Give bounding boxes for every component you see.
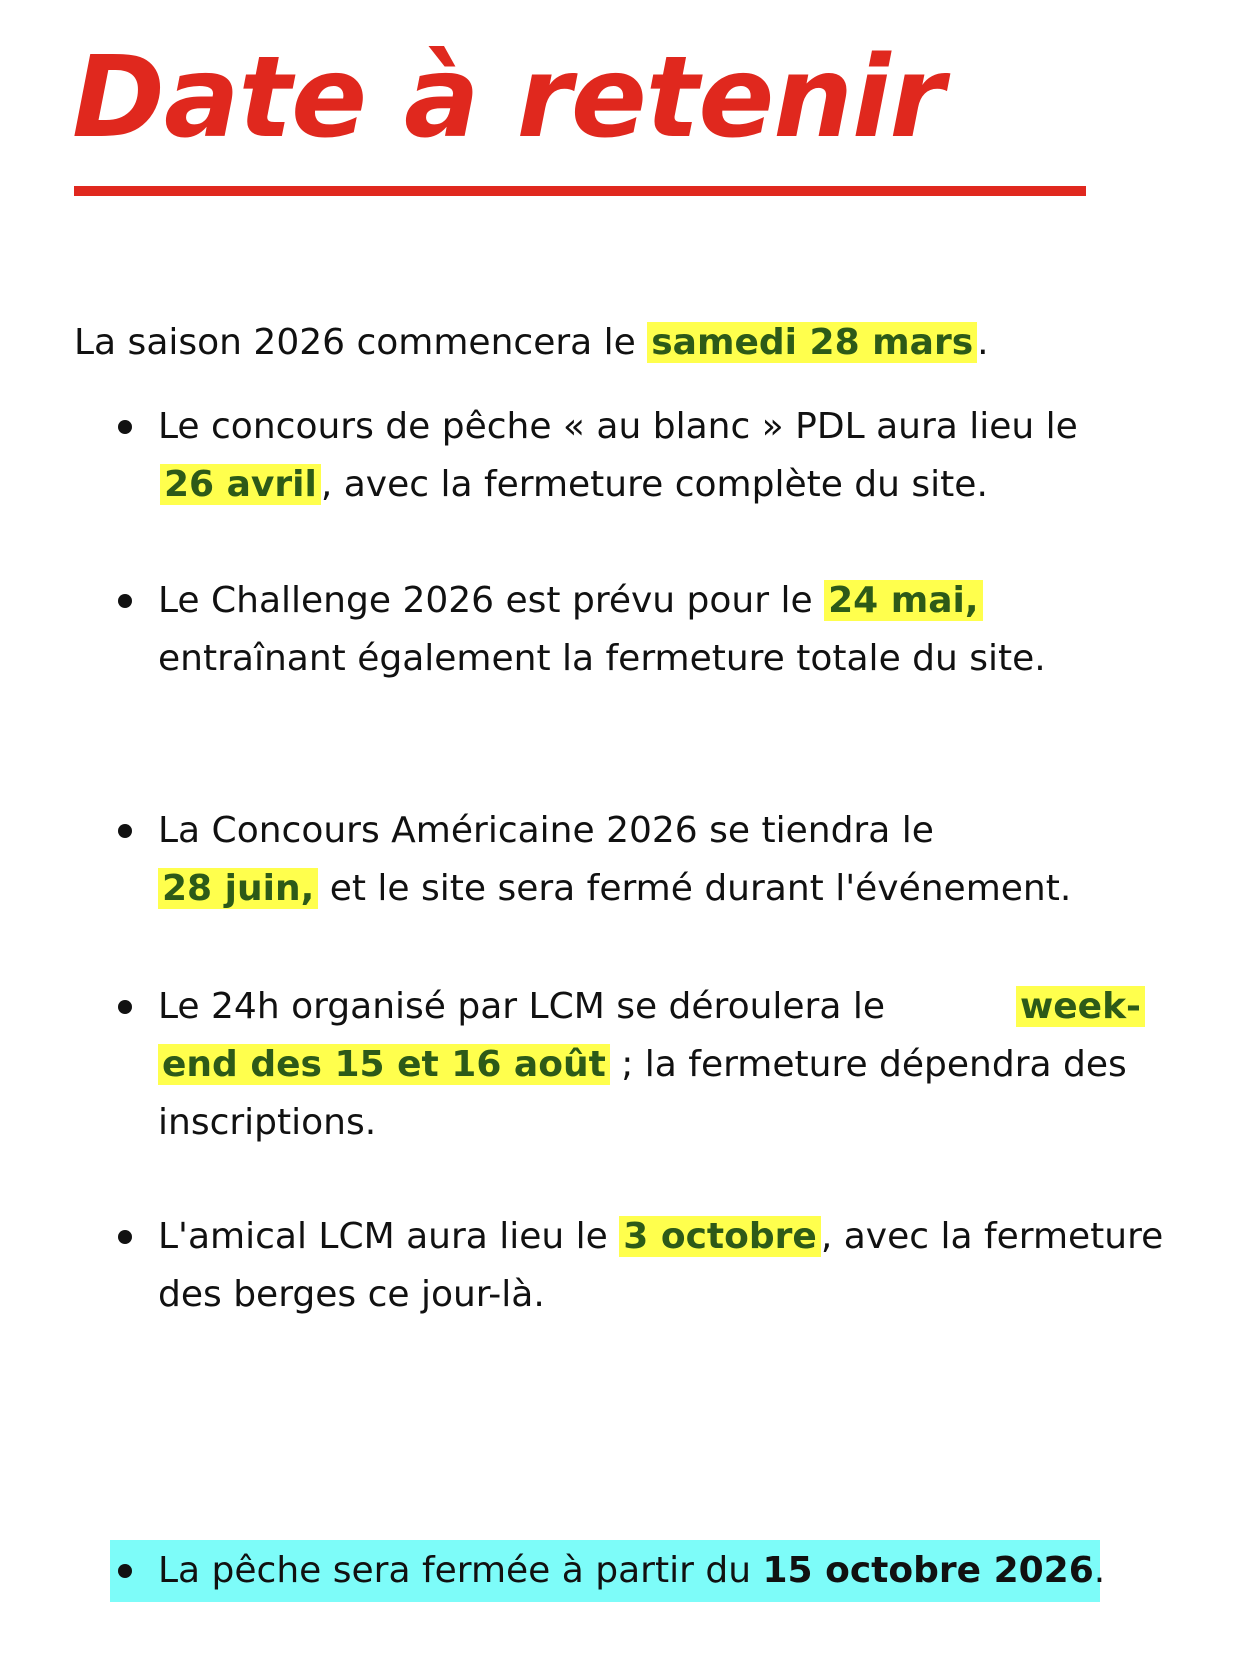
event-text: La Concours Américaine 2026 se tiendra le [158,810,934,851]
event-text-rest: et le site sera fermé durant l'événement. [318,868,1072,909]
closing-text [158,1540,1105,1602]
title-underline [74,186,1086,196]
closing-suffix: . [1093,1550,1106,1591]
bullet-icon [118,420,132,434]
event-text: Le Challenge 2026 est prévu pour le [158,580,825,621]
event-text: L'amical LCM aura lieu le [158,1216,620,1257]
event-text-line3: inscriptions. [158,1102,377,1143]
event-date: 24 mai, [824,580,982,621]
event-text-line1 [158,1206,1163,1268]
intro-prefix: La saison 2026 commencera le [74,322,648,363]
event-text-line2 [158,1034,1127,1096]
event-text-line2 [158,858,1071,920]
intro-suffix: . [977,322,989,363]
event-date: 3 octobre [619,1216,821,1257]
season-start-date: samedi 28 mars [647,322,977,363]
event-date: 26 avril [160,464,321,505]
closing-date: 15 octobre 2026 [762,1550,1094,1591]
event-text-rest: , avec la fermeture [820,1216,1164,1257]
event-date-part1 [1016,976,1145,1038]
event-text-line2 [160,454,988,516]
event-text-rest: ; la fermeture dépendra des [609,1044,1127,1085]
event-text-line1 [158,570,983,632]
event-date: 28 juin, [158,868,318,909]
event-text: Le 24h organisé par LCM se déroulera le [158,986,886,1027]
bullet-icon [118,1000,132,1014]
event-date: end des 15 et 16 août [158,1044,610,1085]
closing-prefix: La pêche sera fermée à partir du [158,1550,763,1591]
event-text-rest: , avec la fermeture complète du site. [320,464,988,505]
page-title: Date à retenir [72,33,944,163]
bullet-icon [118,1230,132,1244]
event-date: week- [1016,986,1145,1027]
event-text-line2: des berges ce jour-là. [158,1274,545,1315]
bullet-icon [118,824,132,838]
bullet-icon [118,1564,132,1578]
event-text-line2: entraînant également la fermeture totale du site. [158,638,1046,679]
season-intro [74,312,989,374]
bullet-icon [118,594,132,608]
event-text: Le concours de pêche « au blanc » PDL aura lieu le [158,406,1078,447]
